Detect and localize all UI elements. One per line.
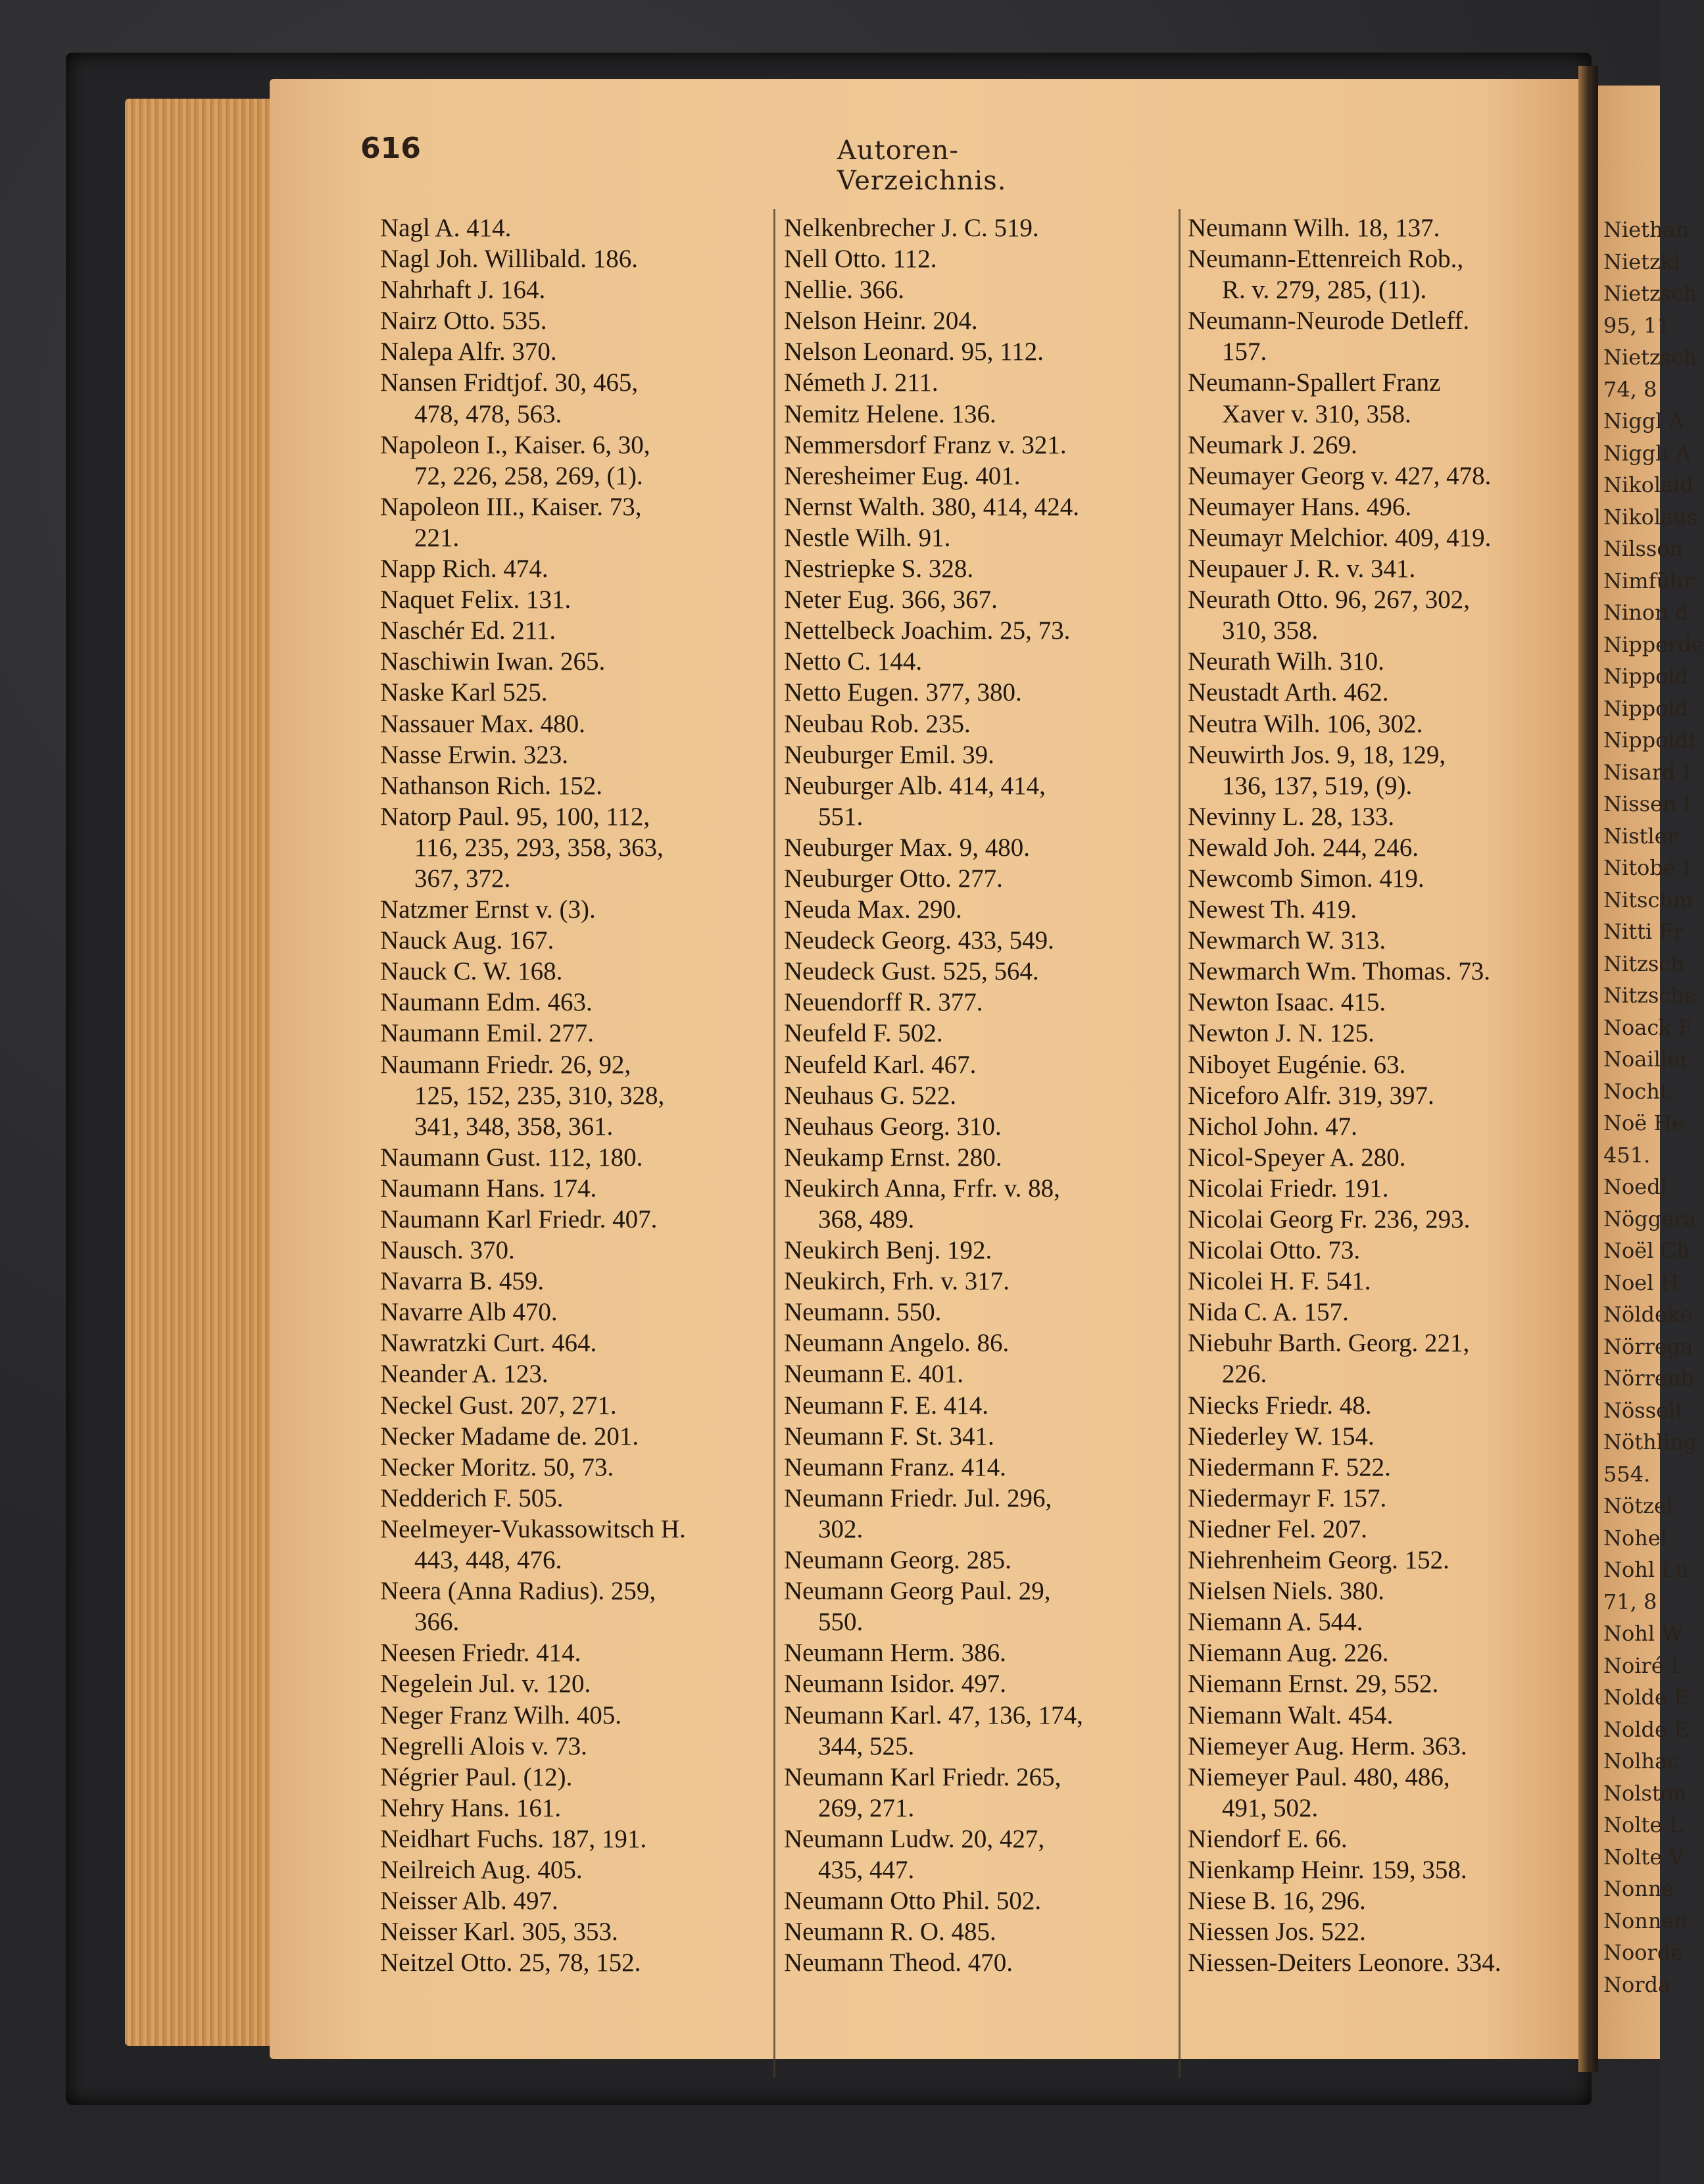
index-entry: 226. xyxy=(1222,1360,1267,1389)
index-entry: Nagl A. 414. xyxy=(380,214,512,242)
index-entry: Necker Madame de. 201. xyxy=(380,1422,639,1451)
next-page-fragment: Noedl xyxy=(1603,1174,1667,1199)
index-entry: Neger Franz Wilh. 405. xyxy=(380,1700,622,1729)
index-entry: Neukirch Benj. 192. xyxy=(784,1236,992,1265)
index-entry: Nelson Leonard. 95, 112. xyxy=(784,337,1044,366)
index-entry: Nicolai Friedr. 191. xyxy=(1188,1174,1389,1203)
next-page-fragment: Nikolaus xyxy=(1603,504,1698,530)
index-entry: Neukirch Anna, Frfr. v. 88, xyxy=(784,1174,1060,1203)
index-entry: 367, 372. xyxy=(414,864,511,893)
index-entry: Neumann Franz. 414. xyxy=(784,1452,1006,1481)
next-page-fragment: Nitti Fr xyxy=(1603,919,1684,944)
column-rule xyxy=(1179,209,1181,2077)
index-entry: Nansen Fridtjof. 30, 465, xyxy=(380,368,639,397)
index-entry: Neumann Theod. 470. xyxy=(784,1948,1013,1977)
next-page-fragment: Nolde E xyxy=(1603,1716,1690,1742)
index-entry: Neumann Angelo. 86. xyxy=(784,1329,1010,1358)
index-entry: Natorp Paul. 95, 100, 112, xyxy=(380,802,650,831)
index-entry: Neumann Wilh. 18, 137. xyxy=(1188,214,1440,242)
index-entry: Neukirch, Frh. v. 317. xyxy=(784,1267,1010,1296)
index-entry: Neumann Karl. 47, 136, 174, xyxy=(784,1700,1083,1729)
index-entry: Naske Karl 525. xyxy=(380,678,548,707)
index-entry: 157. xyxy=(1222,337,1267,366)
index-entry: 550. xyxy=(818,1608,864,1637)
next-page-fragment: Nöthling xyxy=(1603,1429,1697,1454)
index-entry: Neuda Max. 290. xyxy=(784,895,962,924)
index-entry: 269, 271. xyxy=(818,1793,915,1822)
index-entry: Nagl Joh. Willibald. 186. xyxy=(380,245,639,274)
index-entry: Neumann-Spallert Franz xyxy=(1188,368,1441,397)
index-entry: Neuendorff R. 377. xyxy=(784,988,983,1017)
index-entry: Neuhaus G. 522. xyxy=(784,1081,957,1110)
index-entry: Napp Rich. 474. xyxy=(380,555,548,583)
next-page-fragment: Nitobé I xyxy=(1603,855,1691,880)
next-page-fragment: Nitzsch xyxy=(1603,951,1684,976)
index-entry: Nemitz Helene. 136. xyxy=(784,399,996,428)
index-entry: Neumann Isidor. 497. xyxy=(784,1670,1006,1699)
index-entry: R. v. 279, 285, (11). xyxy=(1222,276,1427,305)
next-page-fragment: Nonne xyxy=(1603,1876,1674,1901)
index-entry: Nairz Otto. 535. xyxy=(380,307,547,335)
next-page-fragment: Nietzsch xyxy=(1603,281,1697,306)
index-entry: 221. xyxy=(414,523,460,552)
index-entry: Nicolai Otto. 73. xyxy=(1188,1236,1361,1265)
index-entry: Newton Isaac. 415. xyxy=(1188,988,1386,1017)
index-entry: Netto C. 144. xyxy=(784,647,923,676)
next-page-fragment: Nöggera xyxy=(1603,1206,1697,1231)
index-entry: Naumann Friedr. 26, 92, xyxy=(380,1050,631,1079)
index-entry: Neumayr Melchior. 409, 419. xyxy=(1188,523,1492,552)
index-entry: Négrier Paul. (12). xyxy=(380,1762,573,1791)
index-entry: Newton J. N. 125. xyxy=(1188,1019,1375,1048)
index-entry: Németh J. 211. xyxy=(784,368,938,397)
index-entry: Nathanson Rich. 152. xyxy=(380,771,602,800)
next-page-fragment: Nörrenb xyxy=(1603,1366,1694,1391)
next-page-fragment: Nohel xyxy=(1603,1525,1668,1551)
index-entry: Nicol-Speyer A. 280. xyxy=(1188,1143,1406,1172)
index-entry: Neufeld F. 502. xyxy=(784,1019,943,1048)
index-column-3 xyxy=(1188,212,1577,1978)
index-entry: Neumann F. St. 341. xyxy=(784,1422,994,1451)
index-entry: Niebuhr Barth. Georg. 221, xyxy=(1188,1329,1470,1358)
index-entry: 72, 226, 258, 269, (1). xyxy=(414,461,643,490)
index-entry: Neumann Ludw. 20, 427, xyxy=(784,1824,1045,1853)
index-entry: Nawratzki Curt. 464. xyxy=(380,1329,597,1358)
next-page-fragment: Noel H xyxy=(1603,1270,1679,1295)
index-entry: Neurath Wilh. 310. xyxy=(1188,647,1384,676)
index-entry: 366. xyxy=(414,1608,460,1637)
index-entry: Navarra B. 459. xyxy=(380,1267,545,1296)
index-entry: Nicolai Georg Fr. 236, 293. xyxy=(1188,1205,1471,1233)
index-entry: Nellie. 366. xyxy=(784,276,905,305)
next-page-fragment: Nohl Lu xyxy=(1603,1557,1690,1582)
index-entry: Neuwirth Jos. 9, 18, 129, xyxy=(1188,740,1446,769)
index-entry: Nestle Wilh. 91. xyxy=(784,523,951,552)
next-page-fragment: 451. xyxy=(1603,1142,1651,1168)
book-gutter xyxy=(1578,66,1598,2072)
index-entry: Neukamp Ernst. 280. xyxy=(784,1143,1002,1172)
next-page-fragment: Nötzel xyxy=(1603,1493,1674,1518)
next-page-fragment: Nörrega xyxy=(1603,1333,1693,1359)
next-page-fragment: Nisard I xyxy=(1603,759,1691,785)
index-entry: Neubau Rob. 235. xyxy=(784,709,971,738)
index-entry: Napoleon I., Kaiser. 6, 30, xyxy=(380,430,650,459)
index-entry: Neresheimer Eug. 401. xyxy=(784,461,1021,490)
next-page-fragment: 95, 11 xyxy=(1603,312,1670,338)
index-entry: Niessen Jos. 522. xyxy=(1188,1918,1366,1947)
index-entry: Niemeyer Aug. Herm. 363. xyxy=(1188,1731,1467,1760)
next-page-fragment: Nolde E xyxy=(1603,1685,1690,1710)
index-entry: Niessen-Deiters Leonore. 334. xyxy=(1188,1948,1501,1977)
index-entry: Nahrhaft J. 164. xyxy=(380,276,546,305)
next-page-fragment: Nitzsche xyxy=(1603,983,1697,1008)
index-entry: 341, 348, 358, 361. xyxy=(414,1112,614,1141)
index-entry: Neera (Anna Radius). 259, xyxy=(380,1577,656,1606)
index-entry: Neuhaus Georg. 310. xyxy=(784,1112,1002,1141)
index-entry: Navarre Alb 470. xyxy=(380,1298,558,1327)
index-entry: Napoleon III., Kaiser. 73, xyxy=(380,492,642,521)
index-entry: Neufeld Karl. 467. xyxy=(784,1050,977,1079)
next-page-fragment: Nolston xyxy=(1603,1780,1687,1806)
next-page-edge xyxy=(1598,86,1704,2059)
index-entry: Neumann Georg. 285. xyxy=(784,1546,1011,1575)
index-entry: Neisser Karl. 305, 353. xyxy=(380,1918,618,1947)
index-entry: Nasse Erwin. 323. xyxy=(380,740,568,769)
index-entry: Niedermayr F. 157. xyxy=(1188,1483,1387,1512)
index-entry: 435, 447. xyxy=(818,1855,915,1884)
index-entry: Nicolei H. F. 541. xyxy=(1188,1267,1371,1296)
index-entry: Nauck C. W. 168. xyxy=(380,957,563,986)
index-entry: Neisser Alb. 497. xyxy=(380,1887,558,1916)
next-page-fragment: Nöldeke xyxy=(1603,1302,1693,1327)
next-page-fragment: Noack F xyxy=(1603,1014,1693,1040)
index-entry: Neumark J. 269. xyxy=(1188,430,1357,459)
next-page-fragment: Nocht. xyxy=(1603,1078,1675,1104)
index-entry: Niedner Fel. 207. xyxy=(1188,1514,1367,1543)
index-entry: Nevinny L. 28, 133. xyxy=(1188,802,1395,831)
index-entry: Nienkamp Heinr. 159, 358. xyxy=(1188,1855,1467,1884)
index-entry: Nedderich F. 505. xyxy=(380,1483,564,1512)
next-page-fragment: Noiré L xyxy=(1603,1652,1685,1678)
next-page-fragment: Ninon d xyxy=(1603,600,1689,625)
index-entry: Nielsen Niels. 380. xyxy=(1188,1577,1384,1606)
index-entry: Neander A. 123. xyxy=(380,1360,548,1389)
next-page-fragment: Nippold xyxy=(1603,664,1689,689)
next-page-fragment: Niethan xyxy=(1603,217,1690,242)
index-entry: Neuburger Emil. 39. xyxy=(784,740,994,769)
index-entry: Neudeck Gust. 525, 564. xyxy=(784,957,1039,986)
index-entry: 302. xyxy=(818,1514,864,1543)
index-entry: Negrelli Alois v. 73. xyxy=(380,1731,587,1760)
index-entry: Naumann Emil. 277. xyxy=(380,1019,594,1048)
index-entry: Netto Eugen. 377, 380. xyxy=(784,678,1022,707)
next-page-fragment: Nolte L xyxy=(1603,1812,1683,1837)
index-entry: Nettelbeck Joachim. 25, 73. xyxy=(784,616,1071,645)
index-entry: Niecks Friedr. 48. xyxy=(1188,1391,1372,1420)
index-entry: Neumann Karl Friedr. 265, xyxy=(784,1762,1061,1791)
index-entry: Neumann-Ettenreich Rob., xyxy=(1188,245,1464,274)
index-entry: Natzmer Ernst v. (3). xyxy=(380,895,596,924)
next-page-fragment: Nippold xyxy=(1603,695,1689,721)
index-entry: Nassauer Max. 480. xyxy=(380,709,585,738)
page-header xyxy=(360,132,1123,196)
next-page-fragment: Noorde xyxy=(1603,1940,1684,1965)
index-entry: Niese B. 16, 296. xyxy=(1188,1887,1366,1916)
index-entry: Neumann Otto Phil. 502. xyxy=(784,1887,1042,1916)
index-entry: Newcomb Simon. 419. xyxy=(1188,864,1424,893)
next-page-fragment: Nolhac xyxy=(1603,1749,1680,1774)
next-page-fragment: Nimführ xyxy=(1603,568,1693,593)
index-entry: 125, 152, 235, 310, 328, xyxy=(414,1081,665,1110)
index-entry: Neter Eug. 366, 367. xyxy=(784,585,998,614)
index-entry: Nalepa Alfr. 370. xyxy=(380,337,557,366)
index-entry: Newmarch W. 313. xyxy=(1188,926,1386,955)
index-entry: Neesen Friedr. 414. xyxy=(380,1639,581,1668)
index-entry: Neumann E. 401. xyxy=(784,1360,963,1389)
index-entry: Neutra Wilh. 106, 302. xyxy=(1188,709,1423,738)
next-page-fragment: 74, 8 xyxy=(1603,376,1657,402)
index-entry: Newest Th. 419. xyxy=(1188,895,1357,924)
index-entry: Niceforo Alfr. 319, 397. xyxy=(1188,1081,1434,1110)
index-entry: Niendorf E. 66. xyxy=(1188,1824,1348,1853)
index-entry: Neustadt Arth. 462. xyxy=(1188,678,1389,707)
next-page-fragment: Nippoldt xyxy=(1603,728,1697,753)
running-title: Autoren-Verzeichnis. xyxy=(837,136,1007,196)
index-entry: Nemmersdorf Franz v. 321. xyxy=(784,430,1067,459)
next-page-fragment: Nonnen xyxy=(1603,1908,1688,1933)
next-page-fragment: Nipperde xyxy=(1603,632,1704,657)
page-number: 616 xyxy=(360,132,421,165)
index-entry: Newmarch Wm. Thomas. 73. xyxy=(1188,957,1490,986)
next-page-fragment: Nistler xyxy=(1603,823,1677,849)
index-entry: Neurath Otto. 96, 267, 302, xyxy=(1188,585,1470,614)
next-page-fragment: 71, 8 xyxy=(1603,1589,1657,1614)
index-entry: Neidhart Fuchs. 187, 191. xyxy=(380,1824,647,1853)
next-page-fragment: Noël Ch xyxy=(1603,1238,1690,1263)
next-page-fragment: Nohl W xyxy=(1603,1621,1684,1646)
index-entry: Niemann Ernst. 29, 552. xyxy=(1188,1670,1439,1699)
index-entry: Neumann Herm. 386. xyxy=(784,1639,1006,1668)
index-entry: 368, 489. xyxy=(818,1205,915,1233)
index-entry: Nehry Hans. 161. xyxy=(380,1793,562,1822)
index-entry: 443, 448, 476. xyxy=(414,1546,562,1575)
index-entry: Necker Moritz. 50, 73. xyxy=(380,1452,614,1481)
index-entry: Nelkenbrecher J. C. 519. xyxy=(784,214,1039,242)
index-entry: Negelein Jul. v. 120. xyxy=(380,1670,591,1699)
index-entry: Nauck Aug. 167. xyxy=(380,926,554,955)
next-page-fragment: Nikolaid xyxy=(1603,472,1693,497)
next-page-fragment: Nolte V xyxy=(1603,1844,1684,1870)
index-entry: Niederley W. 154. xyxy=(1188,1422,1375,1451)
index-entry: 478, 478, 563. xyxy=(414,399,562,428)
index-entry: Neumann Georg Paul. 29, xyxy=(784,1577,1051,1606)
index-entry: Naumann Karl Friedr. 407. xyxy=(380,1205,658,1233)
index-entry: Nichol John. 47. xyxy=(1188,1112,1357,1141)
next-page-fragment: Nitschm xyxy=(1603,887,1693,912)
index-entry: Neudeck Georg. 433, 549. xyxy=(784,926,1054,955)
index-entry: Niehrenheim Georg. 152. xyxy=(1188,1546,1449,1575)
index-entry: Naumann Hans. 174. xyxy=(380,1174,597,1203)
index-entry: Naumann Gust. 112, 180. xyxy=(380,1143,643,1172)
next-page-fragment: Niggli A xyxy=(1603,440,1691,466)
index-entry: Niemeyer Paul. 480, 486, xyxy=(1188,1762,1450,1791)
index-entry: Naschér Ed. 211. xyxy=(380,616,556,645)
index-entry: Niemann A. 544. xyxy=(1188,1608,1363,1637)
index-entry: Niemann Walt. 454. xyxy=(1188,1700,1394,1729)
index-entry: Niedermann F. 522. xyxy=(1188,1452,1391,1481)
index-column-2 xyxy=(784,212,1173,1978)
index-entry: Neuburger Otto. 277. xyxy=(784,864,1003,893)
index-entry: 136, 137, 519, (9). xyxy=(1222,771,1413,800)
index-entry: Neumann R. O. 485. xyxy=(784,1918,996,1947)
index-entry: 116, 235, 293, 358, 363, xyxy=(414,833,664,862)
index-entry: Niboyet Eugénie. 63. xyxy=(1188,1050,1406,1079)
index-entry: Neilreich Aug. 405. xyxy=(380,1855,583,1884)
next-page-fragment: Noailler xyxy=(1603,1047,1690,1072)
index-entry: 491, 502. xyxy=(1222,1793,1319,1822)
index-entry: Neumayer Georg v. 427, 478. xyxy=(1188,461,1492,490)
index-entry: 310, 358. xyxy=(1222,616,1319,645)
index-entry: Neitzel Otto. 25, 78, 152. xyxy=(380,1948,641,1977)
index-entry: Nelson Heinr. 204. xyxy=(784,307,978,335)
index-entry: Neckel Gust. 207, 271. xyxy=(380,1391,617,1420)
index-entry: 344, 525. xyxy=(818,1731,915,1760)
index-entry: Neuburger Alb. 414, 414, xyxy=(784,771,1046,800)
index-entry: Neumann Friedr. Jul. 296, xyxy=(784,1483,1052,1512)
next-page-fragment: Nietzsch xyxy=(1603,345,1697,370)
index-column-1 xyxy=(380,212,769,1978)
next-page-fragment: 554. xyxy=(1603,1461,1651,1487)
next-page-fragment: Noë He xyxy=(1603,1110,1685,1135)
index-entry: Nestriepke S. 328. xyxy=(784,555,974,583)
index-entry: Nausch. 370. xyxy=(380,1236,515,1265)
index-entry: Neelmeyer-Vukassowitsch H. xyxy=(380,1514,686,1543)
index-entry: Niemann Aug. 226. xyxy=(1188,1639,1389,1668)
next-page-fragment: Nietzki xyxy=(1603,249,1680,274)
next-page-fragment: Nösselt xyxy=(1603,1397,1684,1423)
next-page-fragment: Norda xyxy=(1603,1972,1671,1997)
index-entry: Nell Otto. 112. xyxy=(784,245,937,274)
column-rule xyxy=(773,209,775,2077)
index-entry: Newald Joh. 244, 246. xyxy=(1188,833,1419,862)
index-entry: Neumann-Neurode Detleff. xyxy=(1188,307,1470,335)
index-entry: Nernst Walth. 380, 414, 424. xyxy=(784,492,1079,521)
next-page-fragment: Nissen I xyxy=(1603,791,1692,816)
index-entry: Neumayer Hans. 496. xyxy=(1188,492,1412,521)
index-entry: 551. xyxy=(818,802,864,831)
index-entry: Xaver v. 310, 358. xyxy=(1222,399,1411,428)
index-entry: Neupauer J. R. v. 341. xyxy=(1188,555,1416,583)
next-page-fragment: Nilsson xyxy=(1603,536,1684,561)
next-page-fragment: Niggl A xyxy=(1603,409,1684,434)
index-entry: Naschiwin Iwan. 265. xyxy=(380,647,606,676)
index-entry: Naumann Edm. 463. xyxy=(380,988,593,1017)
index-entry: Neuburger Max. 9, 480. xyxy=(784,833,1031,862)
index-entry: Naquet Felix. 131. xyxy=(380,585,572,614)
index-entry: Neumann F. E. 414. xyxy=(784,1391,989,1420)
index-entry: Nida C. A. 157. xyxy=(1188,1298,1349,1327)
index-entry: Neumann. 550. xyxy=(784,1298,942,1327)
